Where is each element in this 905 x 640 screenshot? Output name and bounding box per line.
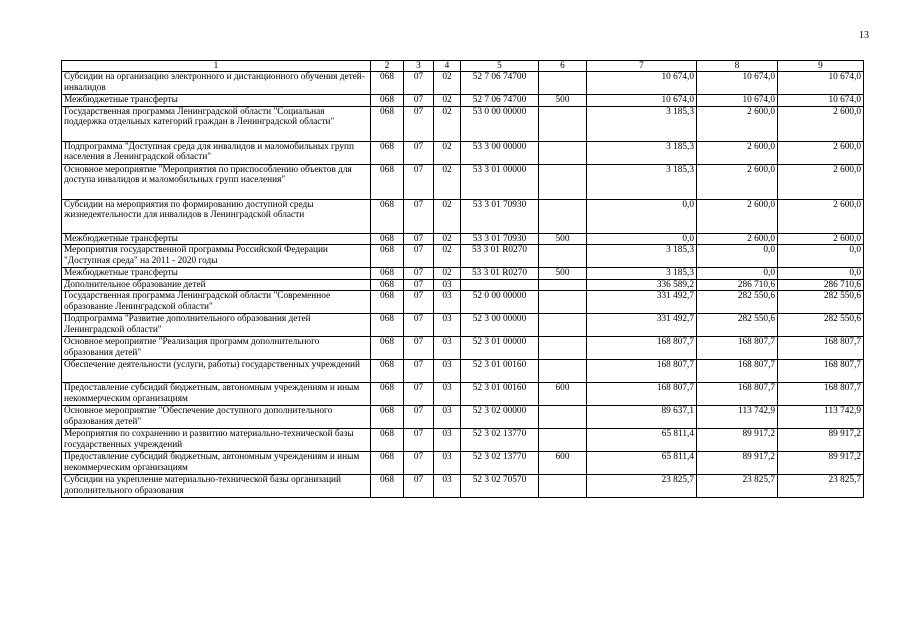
table-cell-expense-type <box>539 199 587 233</box>
table-cell-amount-year1: 65 811,4 <box>587 429 697 452</box>
table-cell-target-article: 53 3 01 R0270 <box>461 245 539 268</box>
table-cell-section: 07 <box>404 164 434 199</box>
table-cell-target-article: 53 3 01 R0270 <box>461 268 539 280</box>
table-cell-target-article: 53 3 01 70930 <box>461 199 539 233</box>
table-cell-description: Основное мероприятие "Мероприятия по приспособлению объектов для доступа инвалидов и маломобильных групп населения" <box>62 164 371 199</box>
table-cell-expense-type: 500 <box>539 233 587 245</box>
table-cell-amount-year2: 282 550,6 <box>697 291 778 314</box>
table-cell-admin-code: 068 <box>371 429 404 452</box>
table-cell-admin-code: 068 <box>371 475 404 498</box>
table-cell-admin-code: 068 <box>371 406 404 429</box>
col-header: 9 <box>778 61 864 72</box>
table-cell-description: Межбюджетные трансферты <box>62 268 371 280</box>
table-cell-amount-year1: 336 589,2 <box>587 279 697 291</box>
table-cell-amount-year1: 10 674,0 <box>587 95 697 107</box>
table-cell-amount-year3: 286 710,6 <box>778 279 864 291</box>
table-cell-target-article: 53 0 00 00000 <box>461 106 539 141</box>
table-row <box>62 106 864 141</box>
table-cell-amount-year2: 2 600,0 <box>697 141 778 164</box>
table-cell-amount-year2: 168 807,7 <box>697 383 778 406</box>
table-cell-admin-code: 068 <box>371 337 404 360</box>
table-cell-admin-code: 068 <box>371 199 404 233</box>
table-cell-description: Субсидии на укрепление материально-технической базы организаций дополнительного образования <box>62 475 371 498</box>
table-cell-subsection: 03 <box>434 360 461 383</box>
table-cell-amount-year3: 89 917,2 <box>778 429 864 452</box>
header-row <box>62 61 864 72</box>
table-cell-target-article: 52 3 00 00000 <box>461 314 539 337</box>
table-cell-subsection: 03 <box>434 429 461 452</box>
table-cell-amount-year1: 3 185,3 <box>587 106 697 141</box>
table-cell-expense-type <box>539 72 587 95</box>
table-cell-description: Государственная программа Ленинградской области "Социальная поддержка отдельных категорий граждан в Ленинградской области" <box>62 106 371 141</box>
table-row <box>62 199 864 233</box>
table-cell-description: Субсидии на мероприятия по формированию доступной среды жизнедеятельности для инвалидов в Ленинградской области <box>62 199 371 233</box>
table-cell-target-article: 52 7 06 74700 <box>461 72 539 95</box>
table-cell-description: Мероприятия государственной программы Российской Федерации "Доступная среда" на 2011 - 2020 годы <box>62 245 371 268</box>
table-cell-amount-year3: 2 600,0 <box>778 233 864 245</box>
table-row <box>62 360 864 383</box>
table-cell-expense-type <box>539 291 587 314</box>
table-cell-subsection: 03 <box>434 383 461 406</box>
table-cell-target-article: 52 3 01 00000 <box>461 337 539 360</box>
table-row <box>62 279 864 291</box>
table-cell-amount-year2: 10 674,0 <box>697 95 778 107</box>
table-cell-amount-year1: 23 825,7 <box>587 475 697 498</box>
table-cell-target-article: 52 0 00 00000 <box>461 291 539 314</box>
table-row <box>62 95 864 107</box>
table-row <box>62 314 864 337</box>
table-cell-admin-code: 068 <box>371 95 404 107</box>
table-cell-amount-year2: 89 917,2 <box>697 429 778 452</box>
table-cell-description: Мероприятия по сохранению и развитию материально-технической базы государственных учреждений <box>62 429 371 452</box>
table-cell-admin-code: 068 <box>371 268 404 280</box>
table-row <box>62 268 864 280</box>
table-cell-amount-year2: 10 674,0 <box>697 72 778 95</box>
table-cell-section: 07 <box>404 360 434 383</box>
table-cell-section: 07 <box>404 314 434 337</box>
table-cell-amount-year3: 2 600,0 <box>778 141 864 164</box>
table-cell-expense-type: 500 <box>539 95 587 107</box>
table-cell-expense-type: 600 <box>539 383 587 406</box>
table-row <box>62 233 864 245</box>
table-cell-expense-type <box>539 164 587 199</box>
table-cell-description: Подпрограмма "Развитие дополнительного образования детей Ленинградской области" <box>62 314 371 337</box>
table-cell-admin-code: 068 <box>371 106 404 141</box>
table-cell-target-article: 53 3 01 70930 <box>461 233 539 245</box>
table-cell-amount-year3: 23 825,7 <box>778 475 864 498</box>
table-cell-section: 07 <box>404 106 434 141</box>
table-cell-expense-type <box>539 106 587 141</box>
table-cell-amount-year3: 10 674,0 <box>778 95 864 107</box>
table-cell-section: 07 <box>404 406 434 429</box>
table-cell-subsection: 03 <box>434 452 461 475</box>
table-cell-amount-year1: 3 185,3 <box>587 268 697 280</box>
table-row <box>62 406 864 429</box>
table-row <box>62 141 864 164</box>
table-cell-subsection: 03 <box>434 475 461 498</box>
table-cell-subsection: 03 <box>434 291 461 314</box>
table-cell-amount-year1: 331 492,7 <box>587 314 697 337</box>
table-cell-amount-year3: 113 742,9 <box>778 406 864 429</box>
table-row <box>62 164 864 199</box>
table-cell-subsection: 03 <box>434 314 461 337</box>
table-cell-section: 07 <box>404 72 434 95</box>
table-cell-subsection: 02 <box>434 72 461 95</box>
table-cell-amount-year1: 331 492,7 <box>587 291 697 314</box>
col-header: 6 <box>539 61 587 72</box>
table-cell-subsection: 02 <box>434 164 461 199</box>
table-cell-amount-year2: 89 917,2 <box>697 452 778 475</box>
table-cell-amount-year3: 10 674,0 <box>778 72 864 95</box>
table-cell-expense-type <box>539 406 587 429</box>
table-cell-expense-type <box>539 337 587 360</box>
table-cell-subsection: 02 <box>434 106 461 141</box>
table-cell-amount-year1: 0,0 <box>587 199 697 233</box>
table-cell-amount-year1: 0,0 <box>587 233 697 245</box>
table-cell-amount-year1: 65 811,4 <box>587 452 697 475</box>
table-cell-amount-year1: 168 807,7 <box>587 383 697 406</box>
table-cell-section: 07 <box>404 233 434 245</box>
table-cell-target-article: 53 3 01 00000 <box>461 164 539 199</box>
table-cell-expense-type <box>539 245 587 268</box>
table-cell-section: 07 <box>404 141 434 164</box>
table-cell-description: Межбюджетные трансферты <box>62 95 371 107</box>
table-cell-subsection: 03 <box>434 406 461 429</box>
table-cell-admin-code: 068 <box>371 245 404 268</box>
table-cell-subsection: 02 <box>434 199 461 233</box>
table-cell-description: Государственная программа Ленинградской области "Современное образование Ленинградской области" <box>62 291 371 314</box>
table-cell-section: 07 <box>404 383 434 406</box>
table-cell-section: 07 <box>404 268 434 280</box>
table-cell-admin-code: 068 <box>371 314 404 337</box>
table-cell-section: 07 <box>404 337 434 360</box>
table-cell-amount-year3: 2 600,0 <box>778 199 864 233</box>
table-cell-section: 07 <box>404 452 434 475</box>
table-cell-subsection: 03 <box>434 337 461 360</box>
table-cell-subsection: 02 <box>434 245 461 268</box>
table-cell-description: Предоставление субсидий бюджетным, автономным учреждениям и иным некоммерческим организациям <box>62 383 371 406</box>
table-cell-admin-code: 068 <box>371 141 404 164</box>
table-cell-admin-code: 068 <box>371 360 404 383</box>
table-cell-expense-type: 600 <box>539 452 587 475</box>
table-cell-admin-code: 068 <box>371 233 404 245</box>
table-cell-amount-year2: 282 550,6 <box>697 314 778 337</box>
table-cell-amount-year1: 89 637,1 <box>587 406 697 429</box>
table-cell-amount-year2: 2 600,0 <box>697 164 778 199</box>
table-cell-amount-year2: 2 600,0 <box>697 199 778 233</box>
table-cell-target-article: 52 3 02 13770 <box>461 452 539 475</box>
table-cell-section: 07 <box>404 291 434 314</box>
col-header: 3 <box>404 61 434 72</box>
table-cell-amount-year2: 113 742,9 <box>697 406 778 429</box>
table-cell-expense-type <box>539 314 587 337</box>
table-cell-amount-year1: 168 807,7 <box>587 360 697 383</box>
table-cell-amount-year2: 168 807,7 <box>697 360 778 383</box>
table-cell-amount-year1: 3 185,3 <box>587 245 697 268</box>
table-cell-admin-code: 068 <box>371 452 404 475</box>
table-cell-amount-year2: 286 710,6 <box>697 279 778 291</box>
col-header: 2 <box>371 61 404 72</box>
table-cell-amount-year3: 0,0 <box>778 245 864 268</box>
table-cell-section: 07 <box>404 475 434 498</box>
table-cell-description: Предоставление субсидий бюджетным, автономным учреждениям и иным некоммерческим организациям <box>62 452 371 475</box>
table-row <box>62 452 864 475</box>
col-header: 4 <box>434 61 461 72</box>
table-cell-admin-code: 068 <box>371 164 404 199</box>
table-cell-target-article: 52 7 06 74700 <box>461 95 539 107</box>
table-cell-target-article <box>461 279 539 291</box>
table-cell-subsection: 02 <box>434 268 461 280</box>
table-cell-description: Межбюджетные трансферты <box>62 233 371 245</box>
table-cell-amount-year3: 282 550,6 <box>778 291 864 314</box>
table-cell-subsection: 03 <box>434 279 461 291</box>
table-cell-target-article: 52 3 02 00000 <box>461 406 539 429</box>
table-cell-target-article: 52 3 01 00160 <box>461 360 539 383</box>
table-cell-expense-type <box>539 475 587 498</box>
table-cell-amount-year1: 3 185,3 <box>587 164 697 199</box>
table-cell-amount-year2: 0,0 <box>697 268 778 280</box>
table-cell-amount-year2: 2 600,0 <box>697 233 778 245</box>
table-cell-amount-year3: 89 917,2 <box>778 452 864 475</box>
table-cell-target-article: 52 3 01 00160 <box>461 383 539 406</box>
table-cell-expense-type: 500 <box>539 268 587 280</box>
table-cell-description: Дополнительное образование детей <box>62 279 371 291</box>
table-cell-amount-year3: 2 600,0 <box>778 164 864 199</box>
table-cell-target-article: 52 3 02 13770 <box>461 429 539 452</box>
table-cell-description: Подпрограмма "Доступная среда для инвалидов и маломобильных групп населения в Ленинградской области" <box>62 141 371 164</box>
table-row <box>62 291 864 314</box>
table-cell-description: Основное мероприятие "Реализация программ дополнительного образования детей" <box>62 337 371 360</box>
table-cell-amount-year1: 10 674,0 <box>587 72 697 95</box>
table-row <box>62 337 864 360</box>
table-cell-amount-year2: 0,0 <box>697 245 778 268</box>
table-cell-amount-year3: 2 600,0 <box>778 106 864 141</box>
table-cell-admin-code: 068 <box>371 72 404 95</box>
table-cell-admin-code: 068 <box>371 383 404 406</box>
table-cell-section: 07 <box>404 199 434 233</box>
table-cell-amount-year3: 168 807,7 <box>778 383 864 406</box>
table-cell-section: 07 <box>404 95 434 107</box>
table-cell-admin-code: 068 <box>371 279 404 291</box>
table-cell-description: Обеспечение деятельности (услуги, работы) государственных учреждений <box>62 360 371 383</box>
table-cell-expense-type <box>539 360 587 383</box>
table-cell-amount-year1: 168 807,7 <box>587 337 697 360</box>
table-cell-subsection: 02 <box>434 141 461 164</box>
table-cell-section: 07 <box>404 245 434 268</box>
col-header: 8 <box>697 61 778 72</box>
table-cell-section: 07 <box>404 429 434 452</box>
col-header: 1 <box>62 61 371 72</box>
table-cell-section: 07 <box>404 279 434 291</box>
table-cell-subsection: 02 <box>434 95 461 107</box>
table-row <box>62 383 864 406</box>
table-row <box>62 72 864 95</box>
table-cell-expense-type <box>539 429 587 452</box>
col-header: 5 <box>461 61 539 72</box>
table-cell-subsection: 02 <box>434 233 461 245</box>
table-cell-target-article: 53 3 00 00000 <box>461 141 539 164</box>
table-row <box>62 429 864 452</box>
table-cell-amount-year3: 168 807,7 <box>778 337 864 360</box>
table-cell-target-article: 52 3 02 70570 <box>461 475 539 498</box>
table-cell-amount-year2: 2 600,0 <box>697 106 778 141</box>
table-cell-amount-year2: 168 807,7 <box>697 337 778 360</box>
col-header: 7 <box>587 61 697 72</box>
table-cell-admin-code: 068 <box>371 291 404 314</box>
budget-table <box>61 60 864 498</box>
table-row <box>62 475 864 498</box>
table-cell-description: Субсидии на организацию электронного и дистанционного обучения детей-инвалидов <box>62 72 371 95</box>
table-cell-expense-type <box>539 141 587 164</box>
table-cell-expense-type <box>539 279 587 291</box>
table-cell-amount-year3: 282 550,6 <box>778 314 864 337</box>
table-row <box>62 245 864 268</box>
table-cell-amount-year1: 3 185,3 <box>587 141 697 164</box>
table-cell-amount-year2: 23 825,7 <box>697 475 778 498</box>
table-cell-description: Основное мероприятие "Обеспечение доступного дополнительного образования детей" <box>62 406 371 429</box>
table-cell-amount-year3: 168 807,7 <box>778 360 864 383</box>
table-cell-amount-year3: 0,0 <box>778 268 864 280</box>
page-number: 13 <box>859 30 869 41</box>
